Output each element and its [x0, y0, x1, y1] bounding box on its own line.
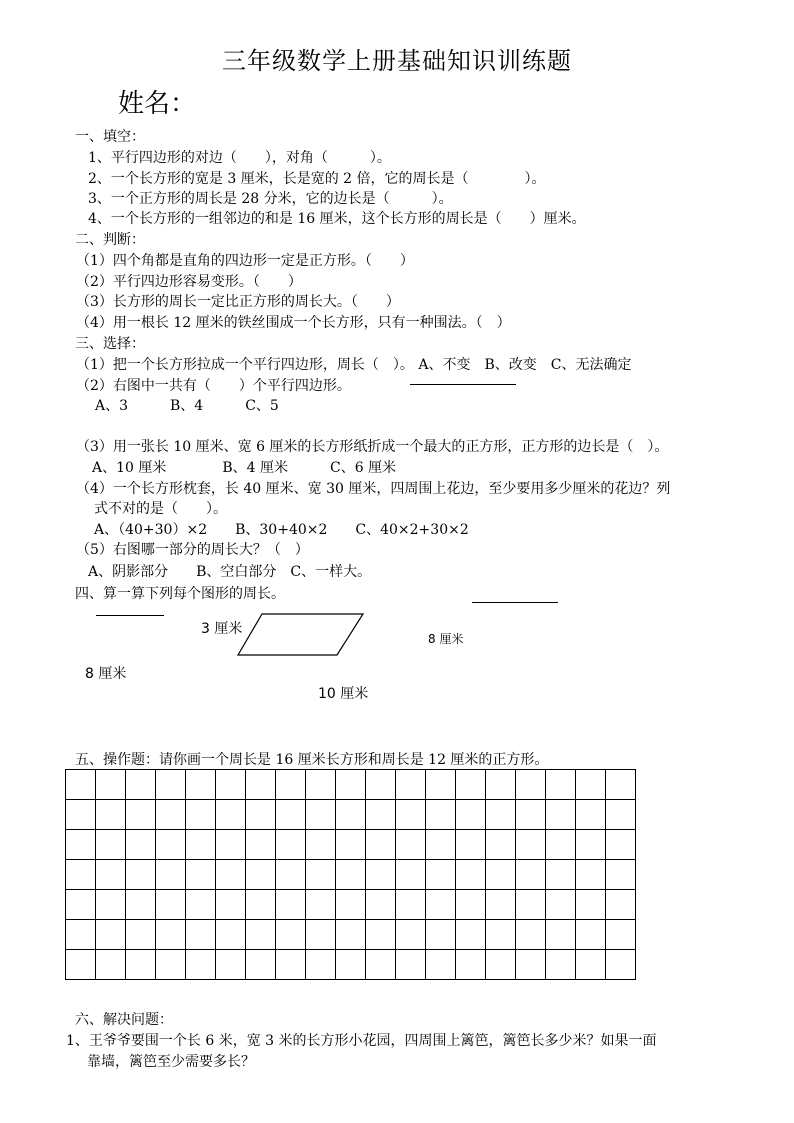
grid-cell[interactable] [96, 830, 126, 860]
grid-cell[interactable] [276, 950, 306, 980]
grid-cell[interactable] [156, 770, 186, 800]
section4-heading: 四、算一算下列每个图形的周长。 [75, 586, 285, 602]
grid-cell[interactable] [576, 920, 606, 950]
grid-cell[interactable] [306, 920, 336, 950]
figure-line [472, 602, 558, 603]
grid-cell[interactable] [156, 800, 186, 830]
grid-cell[interactable] [186, 890, 216, 920]
name-label: 姓名： [118, 89, 197, 119]
grid-cell[interactable] [486, 770, 516, 800]
grid-cell[interactable] [216, 770, 246, 800]
grid-cell[interactable] [576, 800, 606, 830]
grid-cell[interactable] [66, 830, 96, 860]
grid-cell[interactable] [126, 860, 156, 890]
choice-q3: （3）用一张长 10 厘米、宽 6 厘米的长方形纸折成一个最大的正方形，正方形的边长是（ ）。 [76, 439, 669, 455]
section2-heading: 二、判断： [75, 232, 145, 248]
grid-cell[interactable] [396, 890, 426, 920]
fill-item-2: 2、一个长方形的宽是 3 厘米，长是宽的 2 倍，它的周长是（ ）。 [88, 171, 546, 187]
choice-q1: （1）把一个长方形拉成一个平行四边形，周长（ ）。 A、不变 B、改变 C、无法确定 [76, 357, 632, 373]
grid-cell[interactable] [486, 860, 516, 890]
grid-cell[interactable] [186, 860, 216, 890]
choice-q4-line1: （4）一个长方形枕套，长 40 厘米、宽 30 厘米，四周围上花边，至少要用多少厘米的花边？列 [76, 481, 671, 497]
grid-cell[interactable] [216, 860, 246, 890]
grid-cell[interactable] [336, 800, 366, 830]
label-3cm: 3 厘米 [201, 621, 243, 637]
grid-cell[interactable] [216, 890, 246, 920]
grid-cell[interactable] [396, 950, 426, 980]
grid-cell[interactable] [546, 950, 576, 980]
judge-item-4: （4）用一根长 12 厘米的铁丝围成一个长方形，只有一种围法。（ ） [76, 315, 511, 331]
grid-cell[interactable] [486, 920, 516, 950]
grid-cell[interactable] [156, 860, 186, 890]
grid-cell[interactable] [216, 920, 246, 950]
grid-cell[interactable] [66, 800, 96, 830]
section1-heading: 一、填空： [75, 129, 145, 145]
choice-q3-options: A、10 厘米 B、4 厘米 C、6 厘米 [92, 460, 397, 476]
grid-cell[interactable] [246, 800, 276, 830]
grid-cell[interactable] [486, 830, 516, 860]
grid-cell[interactable] [126, 890, 156, 920]
fill-item-3: 3、一个正方形的周长是 28 分米，它的边长是（ ）。 [88, 191, 453, 207]
grid-cell[interactable] [216, 950, 246, 980]
grid-cell[interactable] [606, 770, 636, 800]
grid-cell[interactable] [546, 770, 576, 800]
grid-cell[interactable] [516, 920, 546, 950]
grid-cell[interactable] [276, 830, 306, 860]
grid-cell[interactable] [426, 800, 456, 830]
grid-cell[interactable] [516, 800, 546, 830]
grid-cell[interactable] [96, 950, 126, 980]
grid-cell[interactable] [606, 830, 636, 860]
grid-cell[interactable] [366, 950, 396, 980]
grid-cell[interactable] [366, 920, 396, 950]
parallelogram-figure [236, 612, 366, 658]
grid-cell[interactable] [66, 890, 96, 920]
fill-item-1: 1、平行四边形的对边（ ），对角（ ）。 [88, 150, 391, 166]
grid-cell[interactable] [576, 950, 606, 980]
grid-cell[interactable] [126, 800, 156, 830]
grid-cell[interactable] [156, 890, 186, 920]
grid-cell[interactable] [396, 830, 426, 860]
grid-cell[interactable] [576, 770, 606, 800]
grid-cell[interactable] [606, 890, 636, 920]
grid-cell[interactable] [456, 830, 486, 860]
grid-cell[interactable] [366, 770, 396, 800]
grid-cell[interactable] [336, 950, 366, 980]
grid-cell[interactable] [516, 890, 546, 920]
grid-cell[interactable] [606, 920, 636, 950]
problem-1-line2: 靠墙，篱笆至少需要多长？ [87, 1054, 255, 1070]
grid-cell[interactable] [516, 830, 546, 860]
grid-cell[interactable] [96, 800, 126, 830]
grid-cell[interactable] [126, 920, 156, 950]
grid-cell[interactable] [516, 860, 546, 890]
grid-cell[interactable] [456, 800, 486, 830]
grid-cell[interactable] [306, 830, 336, 860]
problem-1-line1: 1、王爷爷要围一个长 6 米，宽 3 米的长方形小花园，四周围上篱笆，篱笆长多少米？如果一面 [66, 1033, 657, 1049]
grid-cell[interactable] [456, 890, 486, 920]
grid-cell[interactable] [156, 830, 186, 860]
grid-cell[interactable] [66, 950, 96, 980]
grid-cell[interactable] [336, 920, 366, 950]
page-title: 三年级数学上册基础知识训练题 [222, 47, 572, 75]
grid-cell[interactable] [186, 830, 216, 860]
grid-cell[interactable] [546, 860, 576, 890]
grid-cell[interactable] [246, 770, 276, 800]
grid-cell[interactable] [276, 860, 306, 890]
choice-q5: （5）右图哪一部分的周长大？（ ） [76, 542, 309, 558]
grid-cell[interactable] [456, 860, 486, 890]
grid-cell[interactable] [546, 800, 576, 830]
grid-cell[interactable] [96, 920, 126, 950]
grid-cell[interactable] [66, 770, 96, 800]
choice-q4-options: A、（40+30）×2 B、30+40×2 C、40×2+30×2 [94, 522, 469, 538]
grid-cell[interactable] [96, 890, 126, 920]
grid-cell[interactable] [126, 770, 156, 800]
grid-cell[interactable] [366, 830, 396, 860]
grid-cell[interactable] [396, 800, 426, 830]
grid-cell[interactable] [186, 920, 216, 950]
grid-cell[interactable] [576, 860, 606, 890]
figure-line [410, 384, 516, 385]
grid-cell[interactable] [96, 770, 126, 800]
grid-cell[interactable] [516, 770, 546, 800]
label-8cm-small: 8 厘米 [428, 632, 464, 646]
grid-cell[interactable] [516, 950, 546, 980]
grid-cell[interactable] [606, 860, 636, 890]
grid-cell[interactable] [276, 890, 306, 920]
judge-item-1: （1）四个角都是直角的四边形一定是正方形。（ ） [76, 253, 414, 269]
grid-cell[interactable] [426, 920, 456, 950]
section6-heading: 六、解决问题： [75, 1012, 173, 1028]
grid-cell[interactable] [366, 890, 396, 920]
grid-cell[interactable] [396, 920, 426, 950]
choice-q5-options: A、阴影部分 B、空白部分 C、一样大。 [88, 564, 372, 580]
grid-cell[interactable] [336, 890, 366, 920]
grid-cell[interactable] [426, 950, 456, 980]
grid-cell[interactable] [276, 770, 306, 800]
grid-cell[interactable] [336, 860, 366, 890]
grid-cell[interactable] [426, 830, 456, 860]
judge-item-3: （3）长方形的周长一定比正方形的周长大。（ ） [76, 294, 400, 310]
section5-heading: 五、操作题：请你画一个周长是 16 厘米长方形和周长是 12 厘米的正方形。 [75, 752, 549, 768]
grid-cell[interactable] [426, 890, 456, 920]
grid-cell[interactable] [456, 920, 486, 950]
grid-cell[interactable] [576, 830, 606, 860]
grid-cell[interactable] [306, 890, 336, 920]
grid-cell[interactable] [606, 800, 636, 830]
grid-cell[interactable] [246, 890, 276, 920]
grid-cell[interactable] [606, 950, 636, 980]
grid-cell[interactable] [486, 950, 516, 980]
grid-cell[interactable] [546, 890, 576, 920]
label-10cm: 10 厘米 [318, 686, 369, 702]
grid-cell[interactable] [306, 860, 336, 890]
judge-item-2: （2）平行四边形容易变形。（ ） [76, 274, 302, 290]
grid-cell[interactable] [576, 890, 606, 920]
fill-item-4: 4、一个长方形的一组邻边的和是 16 厘米，这个长方形的周长是（ ）厘米。 [88, 211, 586, 227]
grid-cell[interactable] [426, 770, 456, 800]
grid-cell[interactable] [456, 770, 486, 800]
grid-cell[interactable] [336, 830, 366, 860]
grid-cell[interactable] [246, 920, 276, 950]
grid-cell[interactable] [66, 920, 96, 950]
grid-cell[interactable] [126, 830, 156, 860]
grid-cell[interactable] [96, 860, 126, 890]
grid-cell[interactable] [546, 830, 576, 860]
label-8cm: 8 厘米 [85, 666, 127, 682]
grid-cell[interactable] [246, 860, 276, 890]
grid-cell[interactable] [66, 860, 96, 890]
grid-cell[interactable] [486, 800, 516, 830]
figure-line [96, 615, 164, 616]
grid-cell[interactable] [276, 800, 306, 830]
grid-cell[interactable] [396, 860, 426, 890]
drawing-grid[interactable] [65, 769, 636, 980]
section3-heading: 三、选择： [75, 336, 145, 352]
grid-cell[interactable] [156, 950, 186, 980]
grid-cell[interactable] [456, 950, 486, 980]
choice-q2-options: A、3 B、4 C、5 [95, 398, 279, 414]
grid-cell[interactable] [246, 830, 276, 860]
choice-q4-line2: 式不对的是（ ）。 [94, 501, 227, 517]
grid-cell[interactable] [126, 950, 156, 980]
grid-cell[interactable] [186, 950, 216, 980]
grid-cell[interactable] [246, 950, 276, 980]
grid-cell[interactable] [306, 950, 336, 980]
grid-cell[interactable] [396, 770, 426, 800]
choice-q2: （2）右图中一共有（ ）个平行四边形。 [76, 378, 351, 394]
grid-cell[interactable] [186, 800, 216, 830]
grid-cell[interactable] [216, 830, 246, 860]
grid-cell[interactable] [156, 920, 186, 950]
grid-cell[interactable] [546, 920, 576, 950]
grid-cell[interactable] [306, 770, 336, 800]
grid-cell[interactable] [426, 860, 456, 890]
grid-cell[interactable] [306, 800, 336, 830]
grid-cell[interactable] [216, 800, 246, 830]
grid-cell[interactable] [486, 890, 516, 920]
grid-cell[interactable] [366, 860, 396, 890]
grid-cell[interactable] [366, 800, 396, 830]
grid-cell[interactable] [276, 920, 306, 950]
grid-cell[interactable] [186, 770, 216, 800]
grid-cell[interactable] [336, 770, 366, 800]
